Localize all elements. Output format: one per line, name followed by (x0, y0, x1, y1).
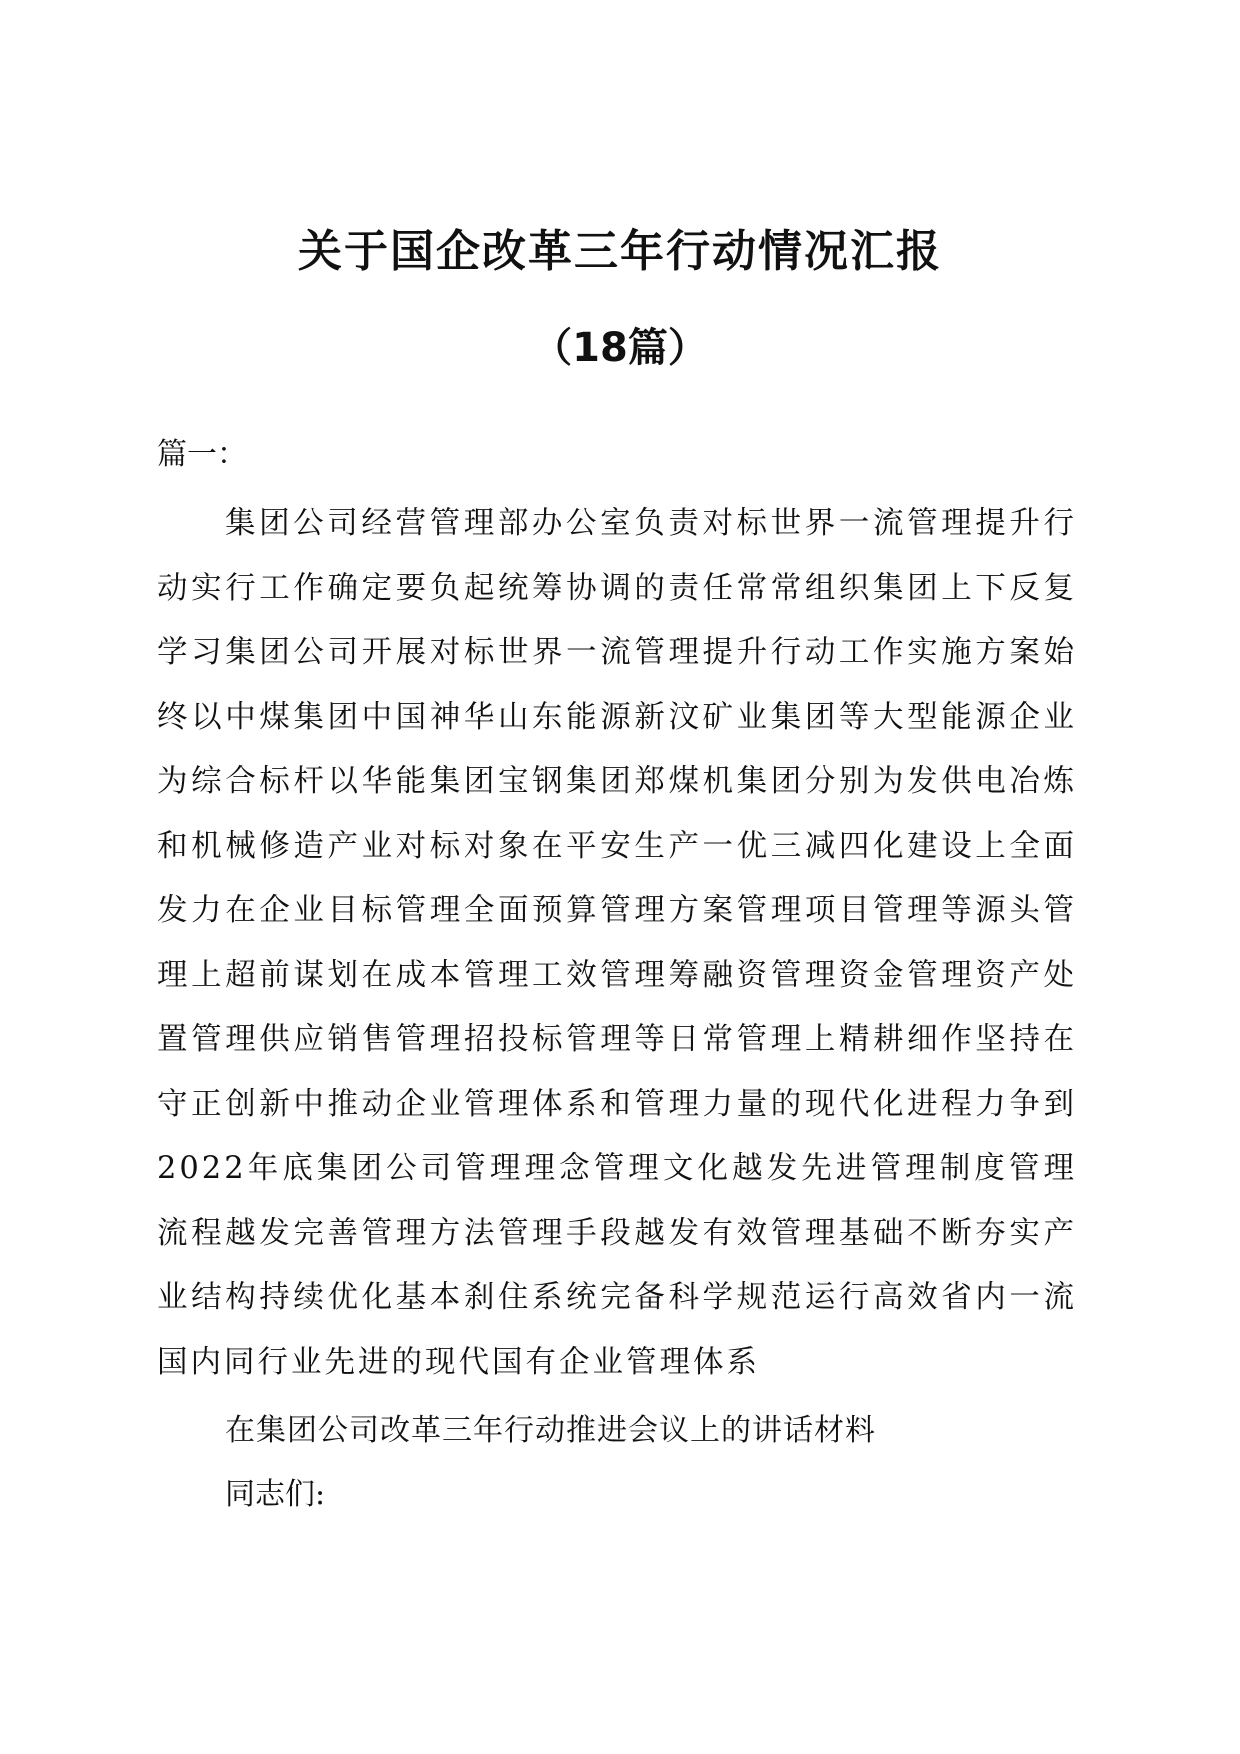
speech-heading: 在集团公司改革三年行动推进会议上的讲话材料 (225, 1413, 876, 1448)
body-paragraph: 集团公司经营管理部办公室负责对标世界一流管理提升行动实行工作确定要负起统筹协调的责任常常组织集团上下反复学习集团公司开展对标世界一流管理提升行动工作实施方案始终以中煤集团中国神华山东能源新汶矿业集团等大型能源企业为综合标杆以华能集团宝钢集团郑煤机集团分别为发供电冶炼和机械修造产业对标对象在平安生产一优三减四化建设上全面发力在企业目标管理全面预算管理方案管理项目管理等源头管理上超前谋划在成本管理工效管理筹融资管理资金管理资产处置管理供应销售管理招投标管理等日常管理上精耕细作坚持在守正创新中推动企业管理体系和管理力量的现代化进程力争到2022年底集团公司管理理念管理文化越发先进管理制度管理流程越发完善管理方法管理手段越发有效管理基础不断夯实产业结构持续优化基本刹住系统完备科学规范运行高效省内一流国内同行业先进的现代国有企业管理体系 (157, 506, 1077, 1380)
section-label: 篇一： (157, 437, 247, 472)
document-subtitle: （18篇） (532, 325, 708, 371)
document-title: 关于国企改革三年行动情况汇报 (298, 226, 942, 277)
salutation: 同志们: (225, 1477, 326, 1512)
